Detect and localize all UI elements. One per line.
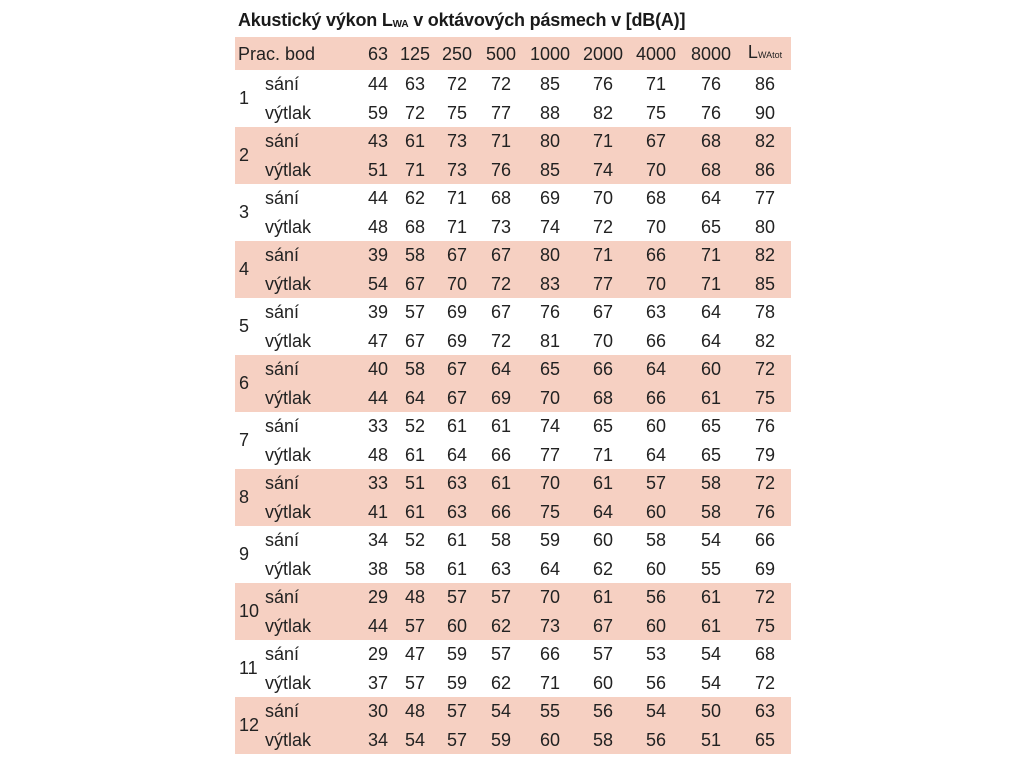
band-value-cell: 43 <box>368 131 389 151</box>
total-value-cell: 63 <box>755 701 776 721</box>
band-value-cell: 39 <box>368 245 389 265</box>
title-suffix: v oktávových pásmech v [dB(A)] <box>408 10 686 30</box>
total-value-cell: 79 <box>755 444 776 465</box>
band-value-cell: 74 <box>593 159 614 180</box>
band-value-cell: 70 <box>646 159 667 180</box>
band-value-cell: 66 <box>491 501 512 522</box>
band-value-cell: 54 <box>368 273 389 294</box>
band-value-cell: 70 <box>540 387 561 408</box>
band-value-cell: 68 <box>593 387 614 408</box>
band-value-cell: 61 <box>701 387 722 408</box>
band-value-cell: 70 <box>447 273 468 294</box>
band-value-cell: 61 <box>593 587 614 607</box>
operating-point-number: 3 <box>239 202 250 223</box>
band-value-cell: 75 <box>646 102 667 123</box>
band-value-cell: 48 <box>368 216 389 237</box>
band-value-cell: 71 <box>646 74 667 94</box>
acoustic-power-table <box>235 37 791 754</box>
header-band: 63 <box>368 43 389 64</box>
table-row <box>235 441 791 470</box>
table-row <box>235 241 791 270</box>
band-value-cell: 70 <box>593 188 614 208</box>
band-value-cell: 59 <box>368 102 389 123</box>
operating-point-number: 11 <box>239 658 258 679</box>
band-value-cell: 58 <box>593 729 614 750</box>
table-row <box>235 469 791 498</box>
band-value-cell: 55 <box>701 558 722 579</box>
band-value-cell: 66 <box>540 644 561 664</box>
side-label-intake: sání <box>265 302 300 322</box>
total-value-cell: 82 <box>755 330 776 351</box>
band-value-cell: 71 <box>447 188 468 208</box>
table-row <box>235 184 791 213</box>
header-row <box>235 37 791 70</box>
band-value-cell: 66 <box>491 444 512 465</box>
total-value-cell: 69 <box>755 558 776 579</box>
band-value-cell: 29 <box>368 644 389 664</box>
band-value-cell: 67 <box>405 273 426 294</box>
band-value-cell: 70 <box>540 587 561 607</box>
band-value-cell: 61 <box>405 131 426 151</box>
side-label-discharge: výtlak <box>265 159 312 180</box>
band-value-cell: 71 <box>701 273 722 294</box>
band-value-cell: 61 <box>491 473 512 493</box>
band-value-cell: 57 <box>405 302 426 322</box>
band-value-cell: 76 <box>491 159 512 180</box>
total-value-cell: 72 <box>755 672 776 693</box>
band-value-cell: 81 <box>540 330 561 351</box>
band-value-cell: 72 <box>593 216 614 237</box>
band-value-cell: 65 <box>540 359 561 379</box>
band-value-cell: 69 <box>447 302 468 322</box>
band-value-cell: 67 <box>646 131 667 151</box>
band-value-cell: 80 <box>540 131 561 151</box>
band-value-cell: 34 <box>368 729 389 750</box>
total-value-cell: 77 <box>755 188 776 208</box>
band-value-cell: 71 <box>593 131 614 151</box>
band-value-cell: 64 <box>491 359 512 379</box>
band-value-cell: 58 <box>701 501 722 522</box>
band-value-cell: 54 <box>646 701 667 721</box>
side-label-intake: sání <box>265 530 300 550</box>
band-value-cell: 61 <box>491 416 512 436</box>
band-value-cell: 68 <box>646 188 667 208</box>
band-value-cell: 61 <box>701 615 722 636</box>
band-value-cell: 58 <box>491 530 512 550</box>
band-value-cell: 57 <box>447 729 468 750</box>
table-row <box>235 612 791 641</box>
side-label-discharge: výtlak <box>265 330 312 351</box>
band-value-cell: 71 <box>540 672 561 693</box>
band-value-cell: 60 <box>701 359 722 379</box>
band-value-cell: 56 <box>646 587 667 607</box>
band-value-cell: 60 <box>447 615 468 636</box>
total-value-cell: 90 <box>755 102 776 123</box>
band-value-cell: 57 <box>593 644 614 664</box>
band-value-cell: 66 <box>593 359 614 379</box>
operating-point-number: 12 <box>239 715 260 736</box>
band-value-cell: 76 <box>540 302 561 322</box>
header-band: 500 <box>485 43 517 64</box>
band-value-cell: 67 <box>447 359 468 379</box>
operating-point-number: 7 <box>239 430 250 451</box>
band-value-cell: 52 <box>405 416 426 436</box>
side-label-discharge: výtlak <box>265 273 312 294</box>
band-value-cell: 54 <box>701 530 722 550</box>
band-value-cell: 65 <box>701 444 722 465</box>
side-label-discharge: výtlak <box>265 729 312 750</box>
header-total-sub: WAtot <box>757 50 783 60</box>
band-value-cell: 48 <box>405 701 426 721</box>
band-value-cell: 60 <box>646 416 667 436</box>
band-value-cell: 66 <box>646 387 667 408</box>
table-row <box>235 298 791 327</box>
title-prefix: Akustický výkon L <box>238 10 393 30</box>
band-value-cell: 58 <box>405 359 426 379</box>
band-value-cell: 47 <box>405 644 426 664</box>
total-value-cell: 82 <box>755 131 776 151</box>
header-point: Prac. bod <box>238 43 316 64</box>
band-value-cell: 57 <box>405 615 426 636</box>
band-value-cell: 59 <box>447 644 468 664</box>
total-value-cell: 76 <box>755 416 776 436</box>
table-row <box>235 498 791 527</box>
band-value-cell: 65 <box>593 416 614 436</box>
band-value-cell: 64 <box>646 359 667 379</box>
header-band: 250 <box>441 43 473 64</box>
total-value-cell: 66 <box>755 530 776 550</box>
table-row <box>235 327 791 356</box>
band-value-cell: 64 <box>646 444 667 465</box>
total-value-cell: 78 <box>755 302 776 322</box>
band-value-cell: 68 <box>701 159 722 180</box>
total-value-cell: 68 <box>755 644 776 664</box>
band-value-cell: 71 <box>701 245 722 265</box>
total-value-cell: 86 <box>755 74 776 94</box>
band-value-cell: 54 <box>701 644 722 664</box>
band-value-cell: 72 <box>405 102 426 123</box>
table-row <box>235 412 791 441</box>
band-value-cell: 34 <box>368 530 389 550</box>
band-value-cell: 71 <box>593 444 614 465</box>
band-value-cell: 56 <box>646 729 667 750</box>
operating-point-number: 6 <box>239 373 250 394</box>
side-label-intake: sání <box>265 245 300 265</box>
band-value-cell: 64 <box>540 558 561 579</box>
band-value-cell: 68 <box>405 216 426 237</box>
band-value-cell: 77 <box>593 273 614 294</box>
operating-point-number: 10 <box>239 601 260 622</box>
band-value-cell: 70 <box>540 473 561 493</box>
band-value-cell: 82 <box>593 102 614 123</box>
band-value-cell: 57 <box>646 473 667 493</box>
band-value-cell: 71 <box>491 131 512 151</box>
band-value-cell: 88 <box>540 102 561 123</box>
band-value-cell: 61 <box>593 473 614 493</box>
band-value-cell: 73 <box>447 131 468 151</box>
header-band: 125 <box>399 43 431 64</box>
band-value-cell: 71 <box>405 159 426 180</box>
band-value-cell: 85 <box>540 159 561 180</box>
band-value-cell: 63 <box>447 501 468 522</box>
band-value-cell: 60 <box>593 672 614 693</box>
band-value-cell: 33 <box>368 473 389 493</box>
band-value-cell: 67 <box>593 615 614 636</box>
band-value-cell: 85 <box>540 74 561 94</box>
table-row <box>235 156 791 185</box>
band-value-cell: 60 <box>593 530 614 550</box>
side-label-intake: sání <box>265 416 300 436</box>
band-value-cell: 58 <box>405 245 426 265</box>
side-label-discharge: výtlak <box>265 615 312 636</box>
table-row <box>235 384 791 413</box>
header-band: 2000 <box>582 43 624 64</box>
band-value-cell: 61 <box>447 416 468 436</box>
band-value-cell: 67 <box>491 302 512 322</box>
band-value-cell: 59 <box>540 530 561 550</box>
side-label-discharge: výtlak <box>265 558 312 579</box>
total-value-cell: 80 <box>755 216 776 237</box>
band-value-cell: 72 <box>491 273 512 294</box>
band-value-cell: 75 <box>540 501 561 522</box>
band-value-cell: 63 <box>646 302 667 322</box>
band-value-cell: 59 <box>491 729 512 750</box>
total-value-cell: 72 <box>755 359 776 379</box>
side-label-discharge: výtlak <box>265 672 312 693</box>
band-value-cell: 47 <box>368 330 389 351</box>
band-value-cell: 83 <box>540 273 561 294</box>
table-row <box>235 726 791 755</box>
table-row <box>235 270 791 299</box>
band-value-cell: 60 <box>646 501 667 522</box>
band-value-cell: 71 <box>593 245 614 265</box>
band-value-cell: 69 <box>540 188 561 208</box>
table-title <box>238 10 685 31</box>
band-value-cell: 74 <box>540 216 561 237</box>
side-label-discharge: výtlak <box>265 387 312 408</box>
band-value-cell: 62 <box>405 188 426 208</box>
band-value-cell: 67 <box>491 245 512 265</box>
total-value-cell: 76 <box>755 501 776 522</box>
total-value-cell: 75 <box>755 387 776 408</box>
side-label-intake: sání <box>265 473 300 493</box>
total-value-cell: 82 <box>755 245 776 265</box>
table-row <box>235 669 791 698</box>
band-value-cell: 29 <box>368 587 389 607</box>
band-value-cell: 64 <box>701 330 722 351</box>
table-row <box>235 355 791 384</box>
band-value-cell: 64 <box>701 188 722 208</box>
band-value-cell: 44 <box>368 188 389 208</box>
table-body <box>235 70 791 754</box>
side-label-intake: sání <box>265 644 300 664</box>
band-value-cell: 65 <box>701 416 722 436</box>
band-value-cell: 60 <box>646 615 667 636</box>
band-value-cell: 63 <box>447 473 468 493</box>
side-label-intake: sání <box>265 701 300 721</box>
band-value-cell: 53 <box>646 644 667 664</box>
band-value-cell: 77 <box>491 102 512 123</box>
table-row <box>235 640 791 669</box>
operating-point-number: 9 <box>239 544 250 565</box>
band-value-cell: 68 <box>701 131 722 151</box>
band-value-cell: 73 <box>491 216 512 237</box>
total-value-cell: 72 <box>755 587 776 607</box>
band-value-cell: 44 <box>368 387 389 408</box>
band-value-cell: 58 <box>646 530 667 550</box>
band-value-cell: 70 <box>646 216 667 237</box>
table-row <box>235 70 791 99</box>
band-value-cell: 44 <box>368 615 389 636</box>
header-total-main: L <box>747 42 758 62</box>
band-value-cell: 57 <box>491 587 512 607</box>
band-value-cell: 80 <box>540 245 561 265</box>
band-value-cell: 52 <box>405 530 426 550</box>
band-value-cell: 61 <box>405 444 426 465</box>
header-band: 1000 <box>529 43 571 64</box>
band-value-cell: 63 <box>405 74 426 94</box>
total-value-cell: 75 <box>755 615 776 636</box>
band-value-cell: 38 <box>368 558 389 579</box>
band-value-cell: 57 <box>447 587 468 607</box>
total-value-cell: 65 <box>755 729 776 750</box>
band-value-cell: 37 <box>368 672 389 693</box>
band-value-cell: 62 <box>491 672 512 693</box>
band-value-cell: 64 <box>593 501 614 522</box>
table-row <box>235 99 791 128</box>
band-value-cell: 67 <box>593 302 614 322</box>
table-row <box>235 555 791 584</box>
operating-point-number: 8 <box>239 487 250 508</box>
band-value-cell: 72 <box>491 330 512 351</box>
band-value-cell: 66 <box>646 245 667 265</box>
band-value-cell: 44 <box>368 74 389 94</box>
band-value-cell: 39 <box>368 302 389 322</box>
band-value-cell: 51 <box>701 729 722 750</box>
band-value-cell: 48 <box>368 444 389 465</box>
operating-point-number: 5 <box>239 316 250 337</box>
band-value-cell: 51 <box>368 159 389 180</box>
band-value-cell: 56 <box>646 672 667 693</box>
band-value-cell: 73 <box>540 615 561 636</box>
band-value-cell: 69 <box>491 387 512 408</box>
band-value-cell: 76 <box>593 74 614 94</box>
header-band: 8000 <box>690 43 732 64</box>
side-label-intake: sání <box>265 74 300 94</box>
band-value-cell: 64 <box>701 302 722 322</box>
band-value-cell: 41 <box>368 501 389 522</box>
band-value-cell: 54 <box>701 672 722 693</box>
band-value-cell: 57 <box>405 672 426 693</box>
side-label-discharge: výtlak <box>265 444 312 465</box>
band-value-cell: 65 <box>701 216 722 237</box>
band-value-cell: 68 <box>491 188 512 208</box>
band-value-cell: 66 <box>646 330 667 351</box>
table-row <box>235 213 791 242</box>
band-value-cell: 70 <box>646 273 667 294</box>
header-total <box>739 37 791 70</box>
table-row <box>235 697 791 726</box>
total-value-cell: 86 <box>755 159 776 180</box>
band-value-cell: 67 <box>447 387 468 408</box>
side-label-intake: sání <box>265 359 300 379</box>
band-value-cell: 60 <box>646 558 667 579</box>
side-label-discharge: výtlak <box>265 501 312 522</box>
band-value-cell: 64 <box>447 444 468 465</box>
band-value-cell: 54 <box>491 701 512 721</box>
band-value-cell: 57 <box>447 701 468 721</box>
band-value-cell: 61 <box>447 558 468 579</box>
band-value-cell: 58 <box>701 473 722 493</box>
band-value-cell: 40 <box>368 359 389 379</box>
total-value-cell: 85 <box>755 273 776 294</box>
band-value-cell: 60 <box>540 729 561 750</box>
header-band: 4000 <box>635 43 677 64</box>
table-row <box>235 526 791 555</box>
band-value-cell: 72 <box>491 74 512 94</box>
band-value-cell: 69 <box>447 330 468 351</box>
band-value-cell: 76 <box>701 102 722 123</box>
band-value-cell: 71 <box>447 216 468 237</box>
band-value-cell: 57 <box>491 644 512 664</box>
band-value-cell: 77 <box>540 444 561 465</box>
band-value-cell: 58 <box>405 558 426 579</box>
operating-point-number: 2 <box>239 145 250 166</box>
side-label-discharge: výtlak <box>265 102 312 123</box>
band-value-cell: 74 <box>540 416 561 436</box>
side-label-discharge: výtlak <box>265 216 312 237</box>
band-value-cell: 48 <box>405 587 426 607</box>
band-value-cell: 61 <box>405 501 426 522</box>
band-value-cell: 73 <box>447 159 468 180</box>
band-value-cell: 54 <box>405 729 426 750</box>
band-value-cell: 59 <box>447 672 468 693</box>
side-label-intake: sání <box>265 188 300 208</box>
band-value-cell: 70 <box>593 330 614 351</box>
band-value-cell: 61 <box>447 530 468 550</box>
band-value-cell: 33 <box>368 416 389 436</box>
band-value-cell: 51 <box>405 473 426 493</box>
band-value-cell: 62 <box>491 615 512 636</box>
band-value-cell: 55 <box>540 701 561 721</box>
band-value-cell: 61 <box>701 587 722 607</box>
band-value-cell: 63 <box>491 558 512 579</box>
band-value-cell: 64 <box>405 387 426 408</box>
operating-point-number: 1 <box>239 88 250 109</box>
band-value-cell: 75 <box>447 102 468 123</box>
operating-point-number: 4 <box>239 259 250 280</box>
title-subscript: WA <box>392 19 409 30</box>
band-value-cell: 30 <box>368 701 389 721</box>
band-value-cell: 76 <box>701 74 722 94</box>
table-row <box>235 127 791 156</box>
band-value-cell: 50 <box>701 701 722 721</box>
side-label-intake: sání <box>265 587 300 607</box>
band-value-cell: 67 <box>447 245 468 265</box>
band-value-cell: 56 <box>593 701 614 721</box>
total-value-cell: 72 <box>755 473 776 493</box>
band-value-cell: 67 <box>405 330 426 351</box>
table-row <box>235 583 791 612</box>
side-label-intake: sání <box>265 131 300 151</box>
band-value-cell: 72 <box>447 74 468 94</box>
band-value-cell: 62 <box>593 558 614 579</box>
